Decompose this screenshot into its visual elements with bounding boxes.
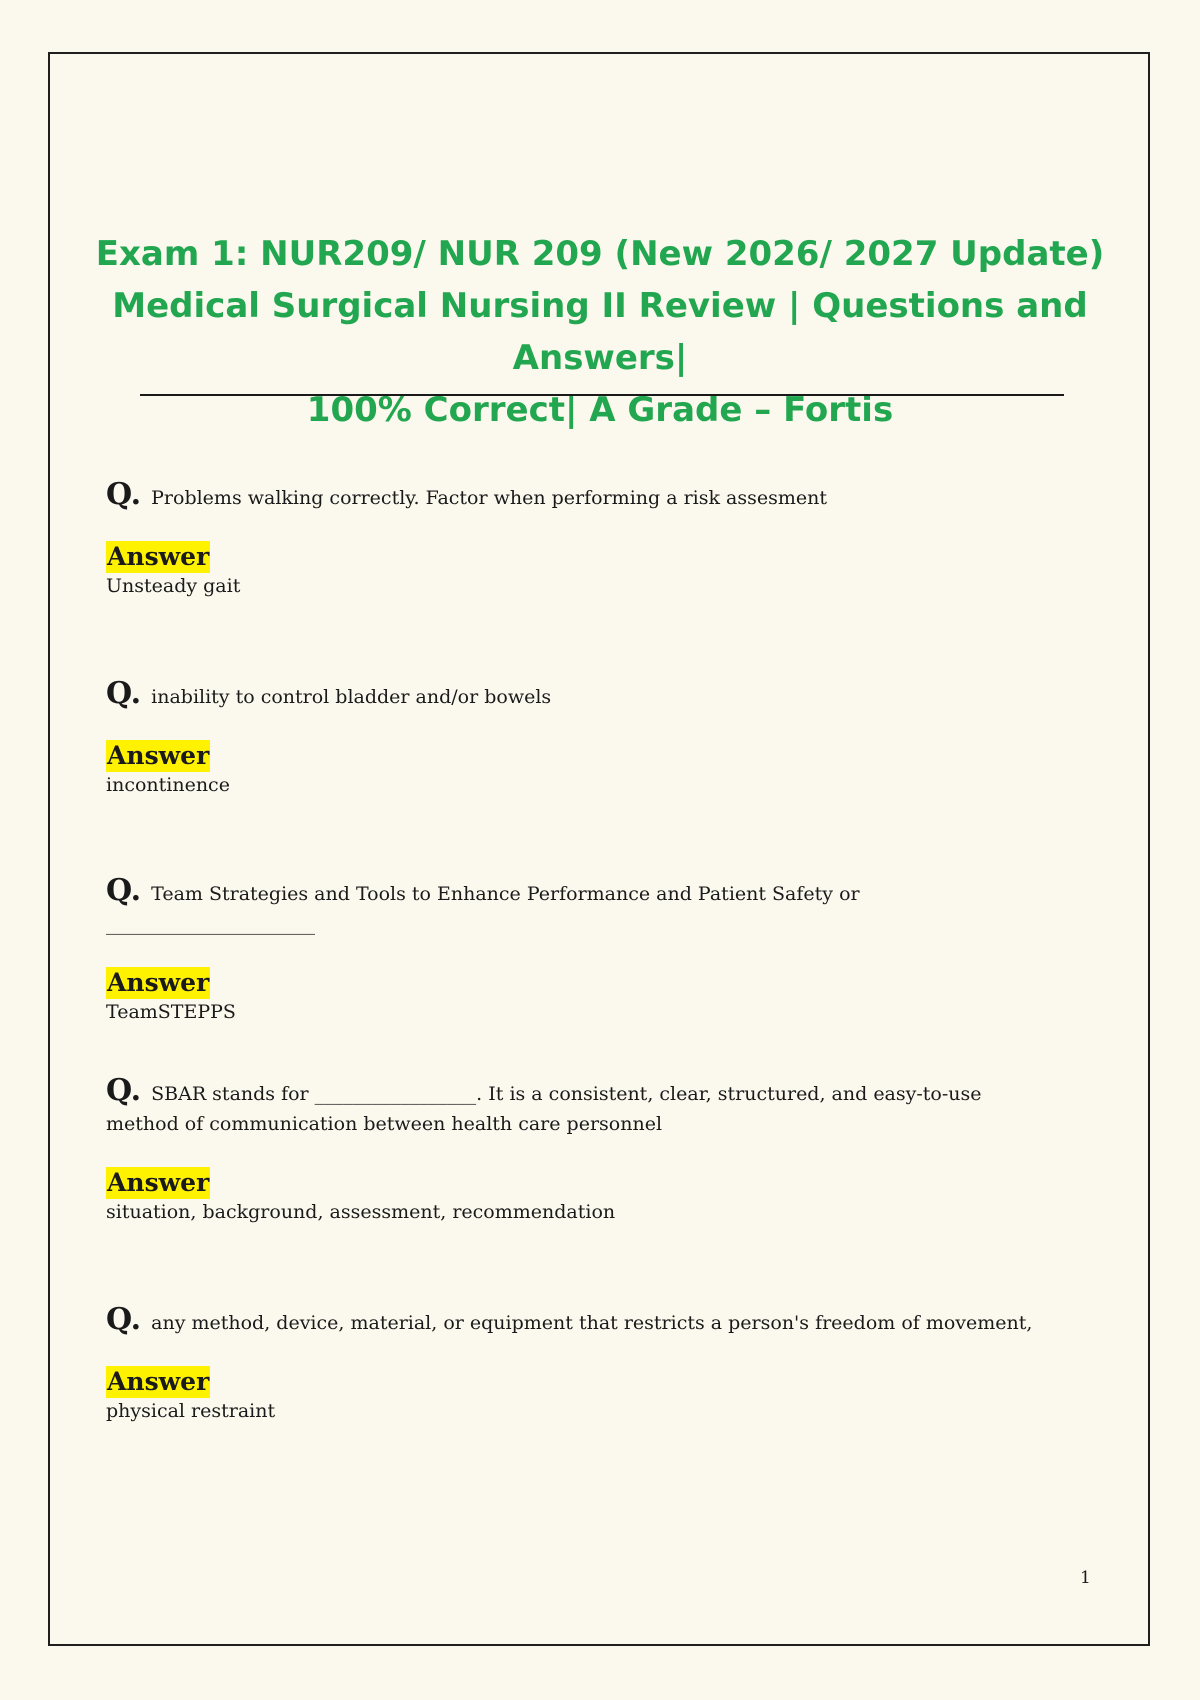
title-line-1: Exam 1: NUR209/ NUR 209 (New 2026/ 2027 Update) [95, 234, 1105, 274]
question-2 [106, 676, 1036, 712]
qa-item-2 [106, 676, 1036, 798]
question-marker: Q. [106, 676, 142, 711]
title-line-2: Medical Surgical Nursing II Review | Questions and Answers| [112, 286, 1088, 378]
qa-item-4 [106, 1073, 1036, 1225]
answer-label: Answer [107, 741, 210, 770]
qa-item-3 [106, 873, 1036, 1025]
question-marker: Q. [106, 1073, 142, 1108]
question-text: Team Strategies and Tools to Enhance Performance and Patient Safety or ______________________ [106, 883, 860, 935]
question-4 [106, 1073, 1036, 1139]
qa-item-5 [106, 1302, 1036, 1424]
answer-text-2: incontinence [106, 774, 230, 796]
title-divider [140, 394, 1064, 396]
question-3 [106, 873, 1036, 939]
question-1 [106, 477, 1036, 513]
question-text: Problems walking correctly. Factor when performing a risk assesment [151, 487, 828, 509]
title-line-3: 100% Correct| A Grade – Fortis [306, 390, 894, 430]
answer-label: Answer [107, 1367, 210, 1396]
answer-text-1: Unsteady gait [106, 575, 241, 597]
answer-text-4: situation, background, assessment, recommendation [106, 1201, 616, 1223]
answer-label: Answer [107, 1168, 210, 1197]
question-marker: Q. [106, 1302, 142, 1337]
document-title [90, 228, 1110, 436]
question-marker: Q. [106, 477, 142, 512]
answer-text-5: physical restraint [106, 1400, 276, 1422]
qa-item-1 [106, 477, 1036, 599]
question-text: SBAR stands for _________________. It is a consistent, clear, structured, and easy-to-use method of communication between health care personnel [106, 1083, 982, 1135]
question-marker: Q. [106, 873, 142, 908]
question-text: any method, device, material, or equipment that restricts a person's freedom of movement, [151, 1312, 1033, 1334]
question-5 [106, 1302, 1036, 1338]
answer-label: Answer [107, 542, 210, 571]
page-number: 1 [1080, 1568, 1091, 1588]
answer-text-3: TeamSTEPPS [106, 1001, 236, 1023]
question-text: inability to control bladder and/or bowels [151, 686, 552, 708]
answer-label: Answer [107, 968, 210, 997]
